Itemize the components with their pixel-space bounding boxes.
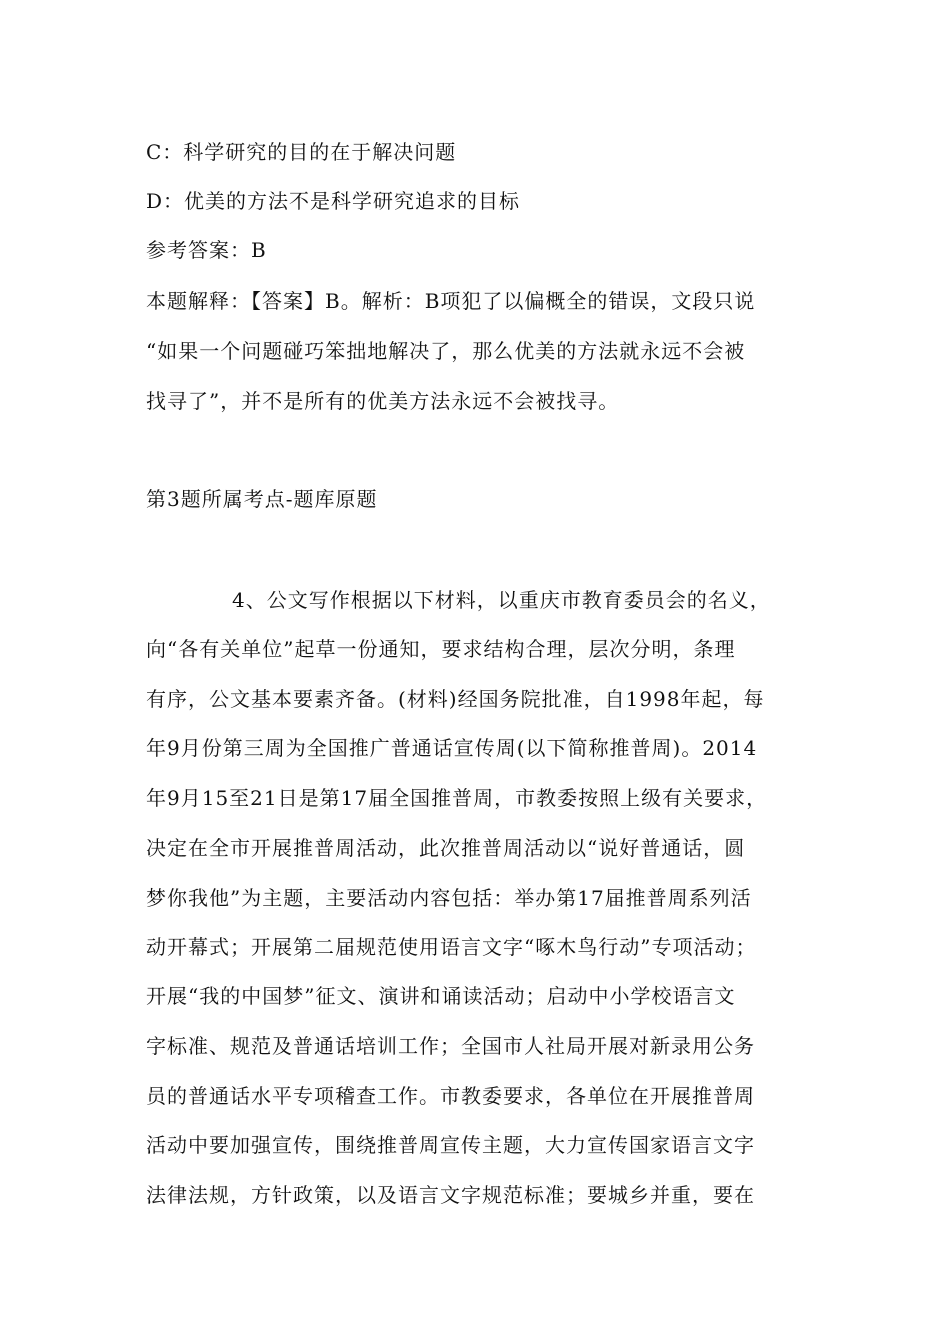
explanation-line-3: 找寻了”，并不是所有的优美方法永远不会被找寻。 [146, 389, 620, 413]
question4-line-5: 年9月15至21日是第17届全国推普周，市教委按照上级有关要求， [146, 786, 768, 810]
option-d: D：优美的方法不是科学研究追求的目标 [146, 189, 521, 213]
question4-line-10: 字标准、规范及普通话培训工作；全国市人社局开展对新录用公务 [146, 1034, 755, 1058]
question4-line-3: 有序，公文基本要素齐备。(材料)经国务院批准，自1998年起，每 [146, 687, 765, 711]
question4-line-13: 法律法规，方针政策，以及语言文字规范标准；要城乡并重，要在 [146, 1183, 755, 1207]
question4-line-2: 向“各有关单位”起草一份通知，要求结构合理，层次分明，条理 [146, 637, 736, 661]
question4-line-12: 活动中要加强宣传，围绕推普周宣传主题，大力宣传国家语言文字 [146, 1133, 755, 1157]
question4-line-8: 动开幕式；开展第二届规范使用语言文字“啄木鸟行动”专项活动； [146, 935, 757, 959]
question4-line-6: 决定在全市开展推普周活动，此次推普周活动以“说好普通话，圆 [146, 836, 746, 860]
question4-line-4: 年9月份第三周为全国推广普通话宣传周(以下简称推普周)。2014 [146, 736, 758, 760]
explanation-line-1: 本题解释：【答案】B。解析：B项犯了以偏概全的错误，文段只说 [146, 289, 756, 313]
reference-answer: 参考答案：B [146, 238, 267, 262]
question4-line-1: 4、公文写作根据以下材料，以重庆市教育委员会的名义， [232, 588, 771, 612]
question4-line-7: 梦你我他”为主题，主要活动内容包括：举办第17届推普周系列活 [146, 886, 752, 910]
question4-line-11: 员的普通话水平专项稽查工作。市教委要求，各单位在开展推普周 [146, 1084, 755, 1108]
question4-line-9: 开展“我的中国梦”征文、演讲和诵读活动；启动中小学校语言文 [146, 984, 736, 1008]
question3-source: 第3题所属考点-题库原题 [146, 487, 378, 511]
explanation-line-2: “如果一个问题碰巧笨拙地解决了，那么优美的方法就永远不会被 [146, 339, 746, 363]
option-c: C：科学研究的目的在于解决问题 [146, 140, 457, 164]
